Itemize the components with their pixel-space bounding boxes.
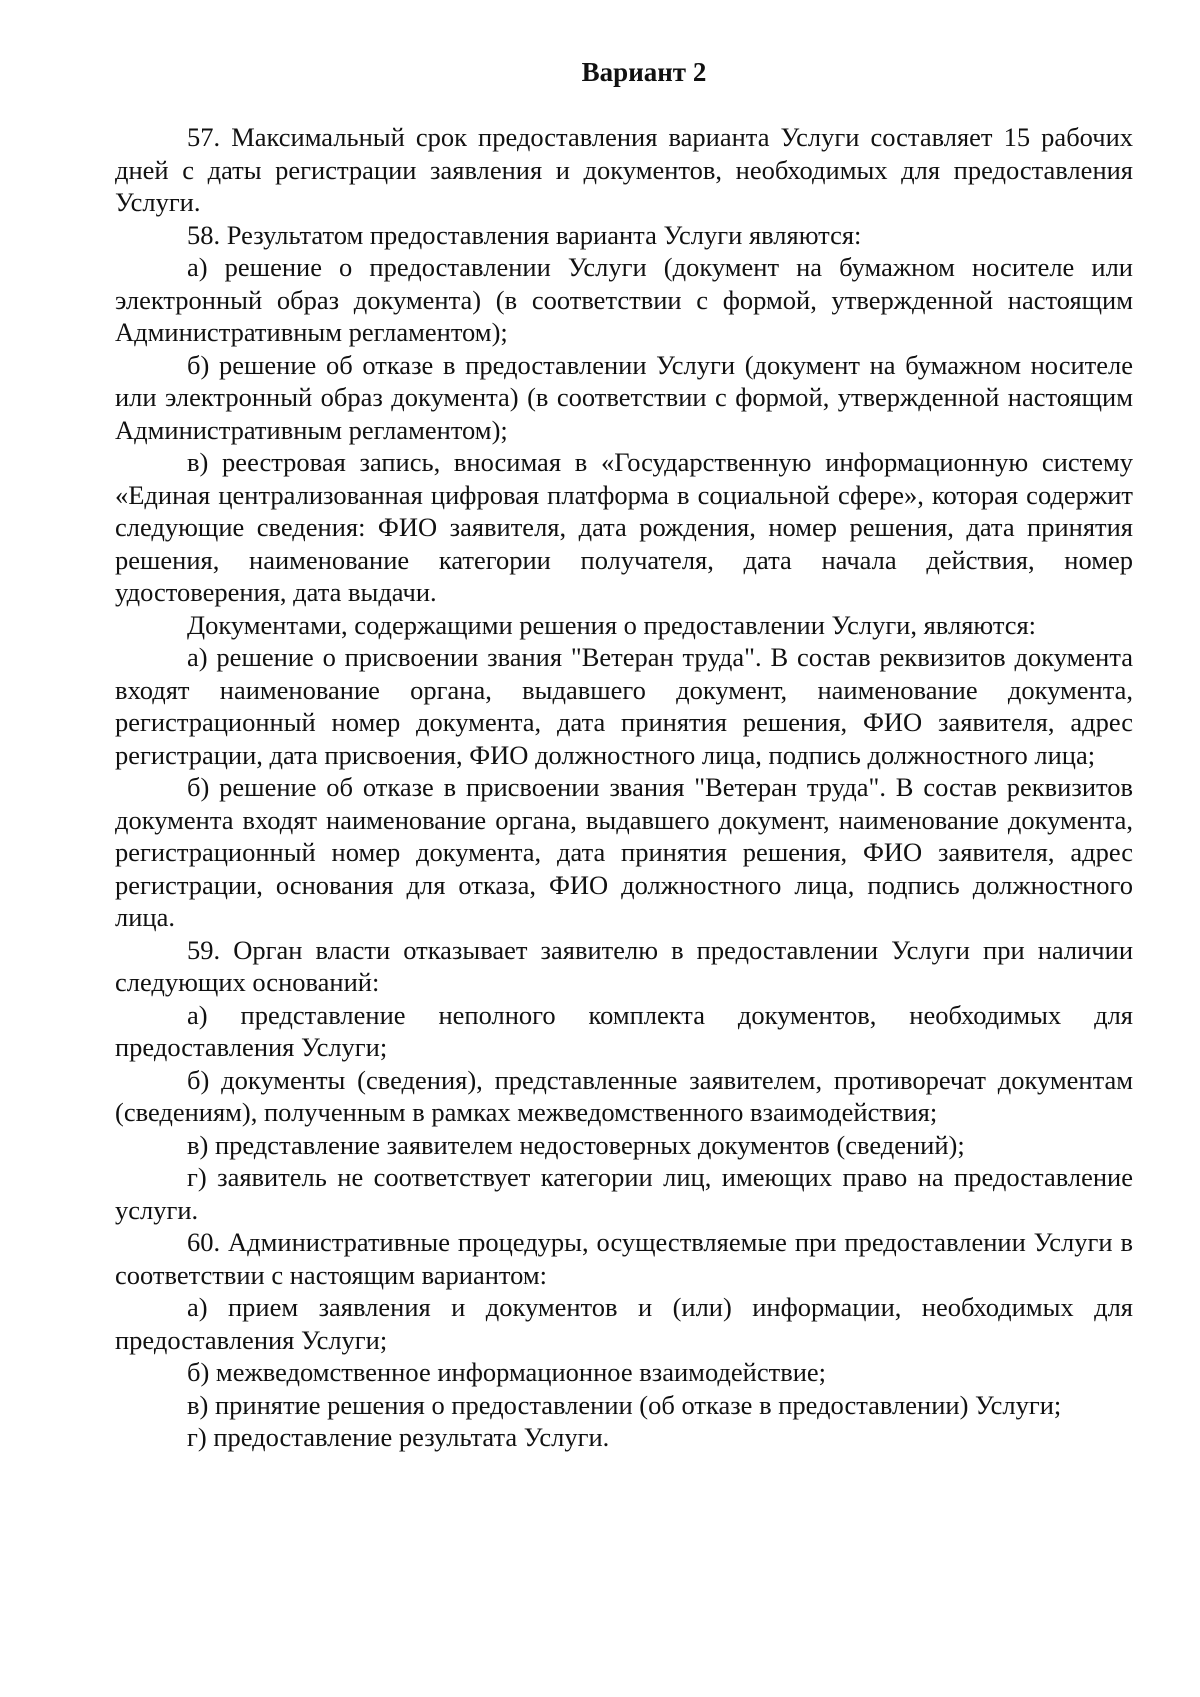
paragraph-60: 60. Административные процедуры, осуществляемые при предоставлении Услуги в соответствии с настоящим вариантом: — [115, 1227, 1133, 1290]
paragraph-documents-b: б) решение об отказе в присвоении звания "Ветеран труда". В состав реквизитов документа входят наименование органа, выдавшего документ, наименование документа, регистрационный номер документа, дата принятия решения, ФИО заявителя, адрес регистрации, основания для отказа, ФИО должностного лица, подпись должностного лица. — [115, 772, 1133, 932]
paragraph-58-v: в) реестровая запись, вносимая в «Государственную информационную систему «Единая централизованная цифровая платформа в социальной сфере», которая содержит следующие сведения: ФИО заявителя, дата рождения, номер решения, дата принятия решения, наименование категории получателя, дата начала действия, номер удостоверения, дата выдачи. — [115, 447, 1133, 607]
paragraph-58-a: а) решение о предоставлении Услуги (документ на бумажном носителе или электронный образ документа) (в соответствии с формой, утвержденной настоящим Административным регламентом); — [115, 252, 1133, 347]
document-title: Вариант 2 — [581, 57, 707, 87]
paragraph-documents-a: а) решение о присвоении звания "Ветеран труда". В состав реквизитов документа входят наименование органа, выдавшего документ, наименование документа, регистрационный номер документа, дата принятия решения, ФИО заявителя, адрес регистрации, дата присвоения, ФИО должностного лица, подпись должностного лица; — [115, 642, 1133, 770]
paragraph-59-b: б) документы (сведения), представленные заявителем, противоречат документам (сведениям), полученным в рамках межведомственного взаимодействия; — [115, 1064, 1133, 1127]
paragraph-58: 58. Результатом предоставления варианта Услуги являются: — [187, 219, 862, 250]
paragraph-59: 59. Орган власти отказывает заявителю в предоставлении Услуги при наличии следующих оснований: — [115, 934, 1133, 997]
paragraph-60-v: в) принятие решения о предоставлении (об отказе в предоставлении) Услуги; — [187, 1389, 1062, 1420]
paragraph-60-a: а) прием заявления и документов и (или) информации, необходимых для предоставления Услуги; — [115, 1292, 1133, 1355]
paragraph-59-v: в) представление заявителем недостоверных документов (сведений); — [187, 1129, 965, 1160]
paragraph-60-g: г) предоставление результата Услуги. — [187, 1422, 610, 1452]
paragraph-59-a: а) представление неполного комплекта документов, необходимых для предоставления Услуги; — [115, 999, 1133, 1062]
paragraph-59-g: г) заявитель не соответствует категории лиц, имеющих право на предоставление услуги. — [115, 1162, 1133, 1225]
paragraph-57: 57. Максимальный срок предоставления варианта Услуги составляет 15 рабочих дней с даты регистрации заявления и документов, необходимых для предоставления Услуги. — [115, 122, 1133, 217]
paragraph-documents: Документами, содержащими решения о предоставлении Услуги, являются: — [187, 609, 1037, 640]
paragraph-58-b: б) решение об отказе в предоставлении Услуги (документ на бумажном носителе или электронный образ документа) (в соответствии с формой, утвержденной настоящим Административным регламентом); — [115, 349, 1133, 445]
paragraph-60-b: б) межведомственное информационное взаимодействие; — [187, 1357, 827, 1387]
